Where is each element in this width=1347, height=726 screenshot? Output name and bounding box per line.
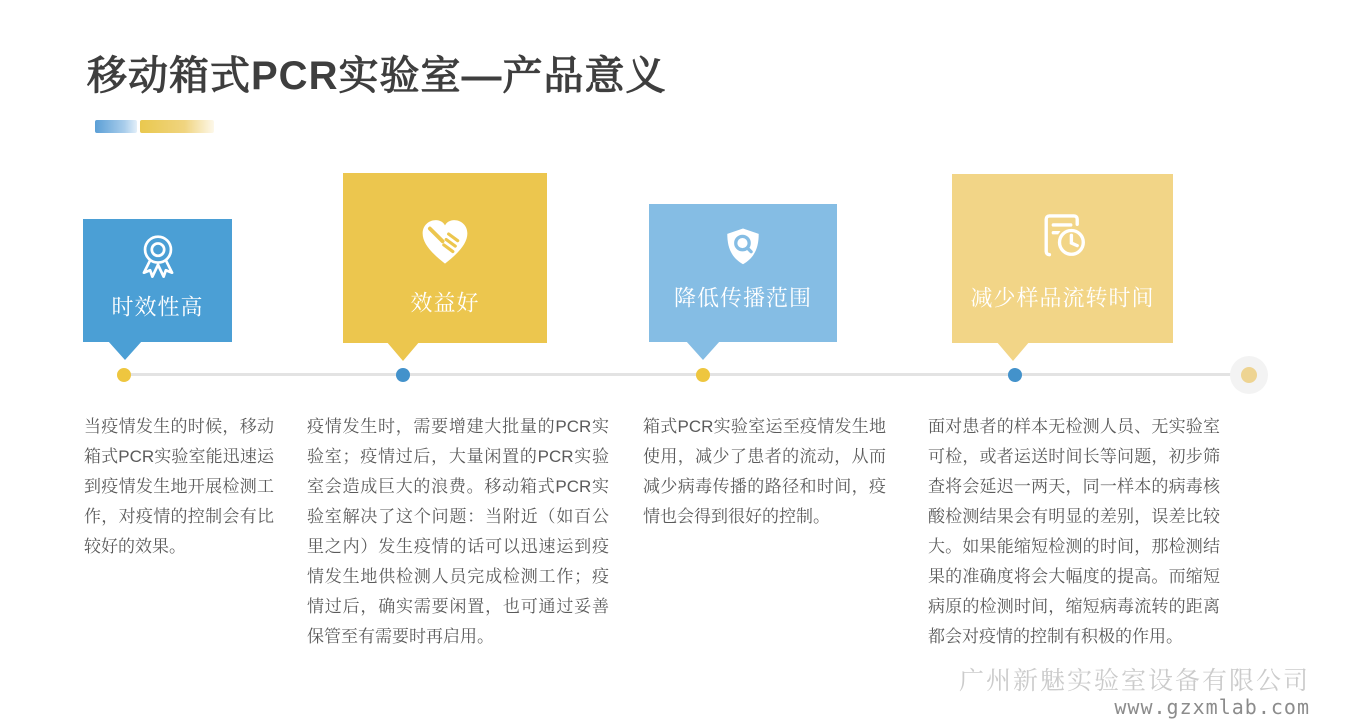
page-title: 移动箱式PCR实验室—产品意义 bbox=[87, 54, 667, 98]
document-clock-icon bbox=[1032, 208, 1094, 275]
watermark-company: 广州新魅实验室设备有限公司 bbox=[958, 667, 1310, 695]
description-reduce-spread: 箱式PCR实验室运至疫情发生地使用，减少了患者的流动，从而减少病毒传播的路径和时间，疫情也会得到很好的控制。 bbox=[643, 417, 886, 526]
award-ribbon-icon bbox=[131, 231, 185, 290]
handshake-heart-icon bbox=[416, 214, 474, 277]
card-label: 效益好 bbox=[410, 290, 480, 316]
timeline-dot-4 bbox=[1008, 368, 1022, 382]
feature-card-reduce-spread bbox=[649, 204, 837, 342]
description-timeliness: 当疫情发生的时候，移动箱式PCR实验室能迅速运到疫情发生地开展检测工作，对疫情的控制会有比较好的效果。 bbox=[84, 417, 274, 556]
title-underline-decoration bbox=[95, 120, 214, 133]
card-label: 减少样品流转时间 bbox=[970, 285, 1155, 311]
watermark-website: www.gzxmlab.com bbox=[1114, 695, 1310, 719]
card-tail bbox=[108, 341, 142, 360]
deco-bar-yellow bbox=[140, 120, 214, 133]
timeline-dot-3 bbox=[696, 368, 710, 382]
card-label: 时效性高 bbox=[111, 294, 204, 320]
feature-card-timeliness bbox=[83, 219, 232, 342]
description-sample-time: 面对患者的样本无检测人员、无实验室可检，或者运送时间长等问题，初步筛查将会延迟一两天，同一样本的病毒核酸检测结果会有明显的差别，误差比较大。如果能缩短检测的时间，那检测结果的准确度将会大幅度的提高。而缩短病原的检测时间，缩短病毒流转的距离都会对疫情的控制有积极的作用。 bbox=[928, 417, 1220, 646]
timeline-dot-2 bbox=[396, 368, 410, 382]
timeline-end-dot bbox=[1241, 367, 1257, 383]
card-label: 降低传播范围 bbox=[673, 285, 812, 311]
description-benefits: 疫情发生时，需要增建大批量的PCR实验室；疫情过后，大量闲置的PCR实验室会造成巨大的浪费。移动箱式PCR实验室解决了这个问题：当附近（如百公里之内）发生疫情的话可以迅速运到疫情发生地供检测人员完成检测工作；疫情过后，确实需要闲置，也可通过妥善保管至有需要时再启用。 bbox=[307, 417, 609, 646]
timeline-dot-1 bbox=[117, 368, 131, 382]
timeline-end-node bbox=[1230, 356, 1268, 394]
card-tail bbox=[386, 341, 420, 361]
shield-magnifier-icon bbox=[717, 223, 769, 280]
feature-card-sample-time bbox=[952, 174, 1173, 343]
deco-bar-blue bbox=[95, 120, 137, 133]
card-tail bbox=[686, 341, 720, 360]
feature-card-benefits bbox=[343, 173, 547, 343]
timeline-line bbox=[124, 373, 1234, 376]
card-tail bbox=[996, 341, 1030, 361]
